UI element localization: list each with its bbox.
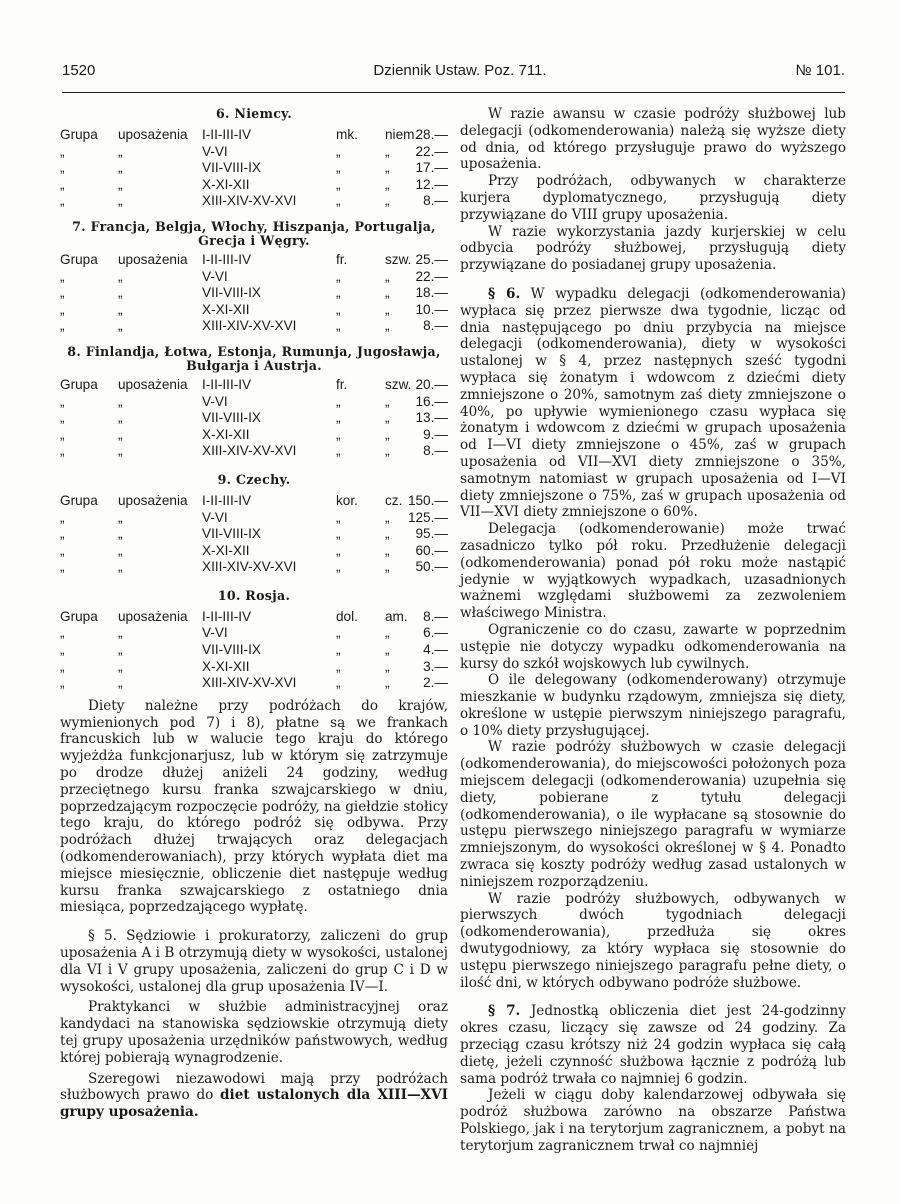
table-row: „ „ V-VI „ „ 125.— [60, 509, 448, 525]
section-5-text: Sędziowie i prokuratorzy, zaliczeni do grup uposażenia A i B otrzymują diety w wysokości, ustalonej dla VI i V grupy uposażenia, zaliczeni do grup C i D w wysokości, ustalonej dla grup uposażenia IV—I. [60, 928, 448, 995]
table-row: „ „ VII-VIII-IX „ „ 17.— [60, 160, 448, 176]
rate-table-russia [60, 588, 448, 692]
promotion-paragraph: W razie awansu w czasie podróży służbowej lub delegacji (odkomenderowania) należą się wyższe diety od dnia, od którego przysługuje prawo do wyższego uposażenia. [460, 106, 846, 173]
table-row: „ „ V-VI „ „ 22.— [60, 143, 448, 159]
table-title: 9. Czechy. [217, 471, 291, 487]
table-row: „ „ V-VI „ „ 22.— [60, 268, 448, 284]
table-row: Grupa uposażenia I-II-III-IV dol. am. 8.— [60, 608, 448, 624]
housing-paragraph: O ile delegowany (odkomenderowany) otrzymuje mieszkanie w budynku rządowym, zmniejsza się diety, określone w ustępie pierwszym niniejszego paragrafu, o 10% diety przysługującej. [460, 672, 846, 739]
section-5-label: § 5. [88, 928, 117, 945]
section-5 [60, 928, 448, 995]
table-row: Grupa uposażenia I-II-III-IV fr. szw. 20.— [60, 376, 448, 392]
table-row: „ „ X-XI-XII „ „ 9.— [60, 426, 448, 442]
rate-table-france-group [60, 220, 448, 335]
table-row: „ „ X-XI-XII „ „ 10.— [60, 301, 448, 317]
table-row: „ „ XIII-XIV-XV-XVI „ „ 8.— [60, 193, 448, 209]
table-row: „ „ X-XI-XII „ „ 60.— [60, 542, 448, 558]
table-title: 7. Francja, Belgja, Włochy, Hiszpanja, Portugalja, Grecja i Węgry. [72, 218, 436, 248]
journal-title: Dziennik Ustaw. Poz. 711. [373, 62, 547, 79]
table-row: „ „ V-VI „ „ 16.— [60, 393, 448, 409]
table-row: Grupa uposażenia I-II-III-IV fr. szw. 25.— [60, 251, 448, 267]
table-row: „ „ XIII-XIV-XV-XVI „ „ 2.— [60, 675, 448, 691]
section-6-label: § 6. [488, 285, 521, 302]
table-title: 6. Niemcy. [215, 106, 293, 121]
travel-during-delegation-paragraph: W razie podróży służbowych w czasie delegacji (odkomenderowania), do miejscowości położonych poza miejscem delegacji (odkomenderowania) uzupełnia się diety, pobierane z tytułu delegacji (odkomenderowania), o ile wypłacane są stosownie do ustępu pierwszego niniejszego paragrafu w wymiarze zmniejszonym, do wysokości określonej w § 4. Ponadto zwraca się koszty podróży według zasad ustalonych w niniejszem rozporządzeniu. [460, 739, 846, 890]
time-limit-paragraph: Ograniczenie co do czasu, zawarte w poprzednim ustępie nie dotyczy wypadku odkomenderowania na kursy do szkół wojskowych lub cywilnych. [460, 621, 846, 672]
section-7-text: Jednostką obliczenia diet jest 24-godzinny okres czasu, liczący się zawsze od 24 godziny. Za przeciąg czasu krótszy niż 24 godzin wypłaca się całą dietę, jeżeli czynność służbowa łącznie z podróżą lub sama podróż trwała co najmniej 6 godzin. [460, 1003, 846, 1087]
section-7-label: § 7. [488, 1003, 521, 1020]
section-7 [460, 1003, 846, 1087]
first-weeks-paragraph: W razie podróży służbowych, odbywanych w pierwszych dwóch tygodniach delegacji (odkomenderowania), przedłuża się okres dwutygodniowy, za który wypłaca się stosownie do ustępu pierwszego niniejszego paragrafu pełne diety, o ilość dni, w których odbywano podróże służbowe. [460, 890, 846, 991]
table-row: Grupa uposażenia I-II-III-IV kor. cz. 150.— [60, 492, 448, 508]
table-title: 10. Rosja. [217, 587, 291, 603]
table-row: „ „ X-XI-XII „ „ 3.— [60, 658, 448, 674]
table-row: „ „ VII-VIII-IX „ „ 95.— [60, 526, 448, 542]
table-row: „ „ XIII-XIV-XV-XVI „ „ 50.— [60, 559, 448, 575]
issue-number: № 101. [795, 62, 845, 79]
header-rule [62, 92, 845, 93]
right-column [460, 106, 846, 1155]
rate-table-czechoslovakia [60, 472, 448, 576]
currency-paragraph: Diety należne przy podróżach do krajów, wymienionych pod 7) i 8), płatne są we frankach francuskich lub w walucie tego kraju do którego wyjeżdża funkcjonarjusz, lub w którym się zatrzymuje po drodze dłużej aniżeli 24 godziny, według przeciętnego kursu franka szwajcarskiego w dniu, poprzedzającym rozpoczęcie podróży, na giełdzie stołicy tego kraju, do którego podróż się odbywa. Przy podróżach dłużej trwających oraz delegacjach (odkomenderowaniach), przy których wypłata diet ma miejsce miesięcznie, obliczenie diet następuje według kursu franka szwajcarskiego z ostatniego dnia miesiąca, poprzedzającego wypłatę. [60, 697, 448, 916]
trainees-paragraph: Praktykanci w służbie administracyjnej oraz kandydaci na stanowiska sędziowskie otrzymują diety tej grupy uposażenia urzędników państwowych, według której pobierają wynagrodzenie. [60, 999, 448, 1066]
courier-paragraph: Przy podróżach, odbywanych w charakterze kurjera dyplomatycznego, przysługują diety przywiązane do VIII grupy uposażenia. [460, 173, 846, 223]
table-row: „ „ X-XI-XII „ „ 12.— [60, 176, 448, 192]
mixed-territory-paragraph: Jeżeli w ciągu doby kalendarzowej odbywała się podróż służbowa zarówno na obszarze Państwa Polskiego, jak i na terytorjum zagranicznem, a pobyt na terytorjum zagranicznem trwał co najmniej [460, 1087, 846, 1154]
table-row: „ „ XIII-XIV-XV-XVI „ „ 8.— [60, 443, 448, 459]
section-6 [460, 286, 846, 521]
left-column [60, 106, 448, 1121]
table-row: „ „ V-VI „ „ 6.— [60, 625, 448, 641]
table-row: „ „ VII-VIII-IX „ „ 18.— [60, 285, 448, 301]
section-6-text: W wypadku delegacji (odkomenderowania) wypłaca się przez pierwsze dwa tygodnie, licząc od dnia następującego po dniu przybycia na miejsce delegacji (odkomenderowania), diety w wysokości ustalonej w § 4, przez następnych sześć tygodni wypłaca się żonatym i wdowcom z dziećmi diety zmniejszone o 20%, samotnym zaś diety zmniejszone o 40%, po upływie wymienionego czasu wypłaca się żonatym i wdowcom z dziećmi w grupach uposażenia od I—VI diety zmniejszone o 45%, zaś w grupach uposażenia od VII—XVI diety zmniejszone o 35%, samotnym natomiast w grupach uposażenia od I—VI diety zmniejszone o 75%, zaś w grupach uposażenia od VII—XVI diety zmniejszone o 60%. [460, 285, 846, 521]
table-row: „ „ VII-VIII-IX „ „ 4.— [60, 642, 448, 658]
delegation-duration-paragraph: Delegacja (odkomenderowanie) może trwać zasadniczo tylko pół roku. Przedłużenie delegacji (odkomenderowania) ponad pół roku może nastąpić jedynie w wyjątkowych wypadkach, uzasadnionych ważnemi względami służbowemi za zezwoleniem właściwego Ministra. [460, 521, 846, 622]
table-row: „ „ XIII-XIV-XV-XVI „ „ 8.— [60, 318, 448, 334]
rate-table-finland-group [60, 345, 448, 460]
rate-table-germany [60, 106, 448, 210]
conscripts-paragraph: Szeregowi niezawodowi mają przy podróżach służbowych prawo do diet ustalonych dla XIII—XVI grupy uposażenia. [60, 1070, 448, 1121]
table-row: Grupa uposażenia I-II-III-IV mk. niem. 28.— [60, 127, 448, 142]
courier-ride-paragraph: W razie wykorzystania jazdy kurjerskiej w celu odbycia podróży służbowej, przysługują diety przywiązane do posiadanej grupy uposażenia. [460, 223, 846, 274]
page-number: 1520 [62, 62, 96, 79]
table-title: 8. Finlandja, Łotwa, Estonja, Rumunja, Jugosławja, Bułgarja i Austrja. [67, 343, 441, 373]
table-row: „ „ VII-VIII-IX „ „ 13.— [60, 410, 448, 426]
